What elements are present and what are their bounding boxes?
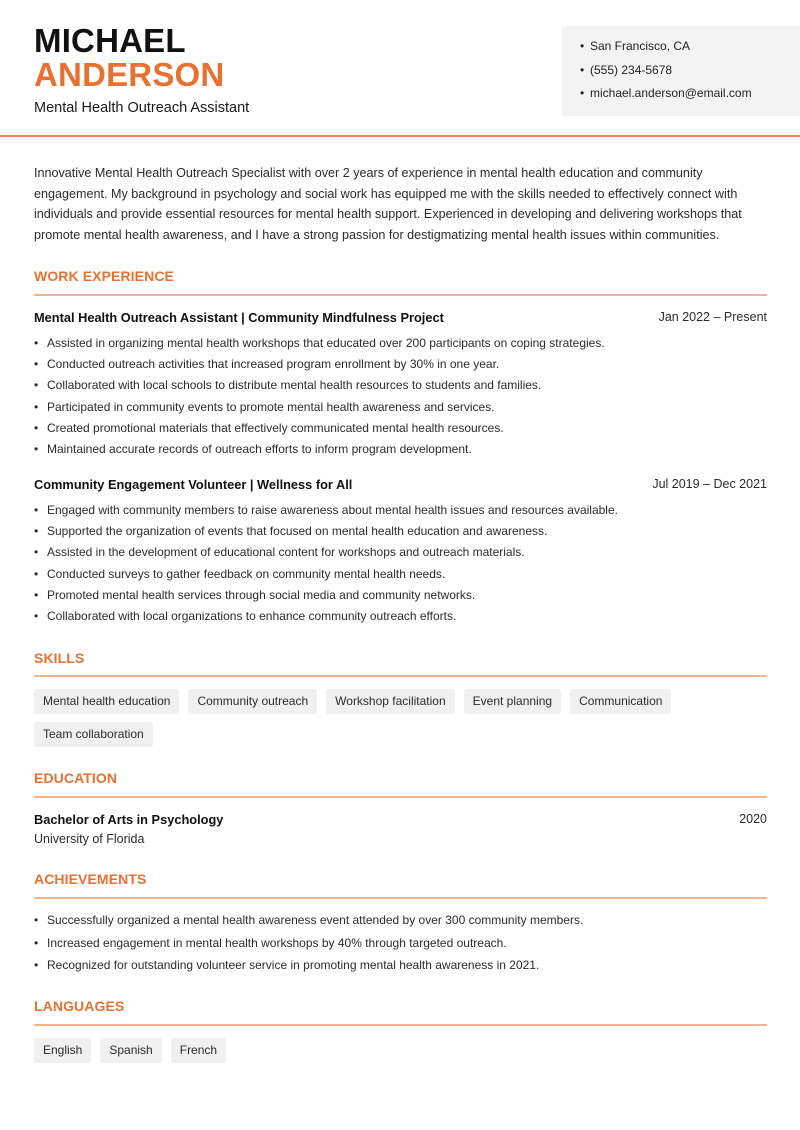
skill-chip: Community outreach [188,689,317,714]
achievements-bullets [34,913,767,981]
language-chip: Spanish [100,1038,161,1063]
list-item: • Successfully organized a mental health awareness event attended by over 300 community members. [34,913,767,936]
list-item: • Supported the organization of events that focused on mental health education and awareness. [34,524,767,545]
section-divider [34,796,767,798]
education-heading: EDUCATION [34,770,118,786]
education-degree: Bachelor of Arts in Psychology [34,812,224,827]
languages-chips [34,1038,767,1063]
section-divider [34,294,767,296]
resume-header [0,0,800,137]
section-divider [34,675,767,677]
last-name: ANDERSON [34,56,225,93]
job-2-bullets [34,503,767,630]
job-title: Mental Health Outreach Assistant [34,100,250,116]
list-item: • Collaborated with local schools to distribute mental health resources to students and families. [34,378,767,399]
contact-phone: • (555) 234-5678 [580,62,800,86]
contact-email: • michael.anderson@email.com [580,85,800,109]
language-chip: French [171,1038,226,1063]
list-item: • Promoted mental health services through social media and community networks. [34,588,767,609]
job-1-role: Mental Health Outreach Assistant | Community Mindfulness Project [34,310,444,325]
list-item: • Assisted in the development of educational content for workshops and outreach materials. [34,545,767,566]
contact-box [562,26,800,116]
skill-chip: Event planning [464,689,561,714]
skill-chip: Team collaboration [34,722,153,747]
list-item: • Conducted outreach activities that increased program enrollment by 30% in one year. [34,357,767,378]
languages-heading: LANGUAGES [34,998,125,1014]
contact-location: • San Francisco, CA [580,38,800,62]
first-name: MICHAEL [34,22,186,59]
list-item: • Recognized for outstanding volunteer service in promoting mental health awareness in 2021. [34,958,767,981]
skill-chip: Mental health education [34,689,179,714]
list-item: • Created promotional materials that effectively communicated mental health resources. [34,421,767,442]
list-item: • Engaged with community members to raise awareness about mental health issues and resources available. [34,503,767,524]
list-item: • Increased engagement in mental health workshops by 40% through targeted outreach. [34,936,767,959]
achievements-heading: ACHIEVEMENTS [34,871,147,887]
job-1-dates: Jan 2022 – Present [658,310,767,324]
list-item: • Assisted in organizing mental health workshops that educated over 200 participants on coping strategies. [34,336,767,357]
skills-chips [34,689,767,747]
list-item: • Maintained accurate records of outreach efforts to inform program development. [34,442,767,463]
section-divider [34,1024,767,1026]
summary-paragraph: Innovative Mental Health Outreach Specialist with over 2 years of experience in mental health education and community engagement. My background in psychology and social work has equipped me with the skills needed to effectively connect with individuals and provide essential resources for mental health support. Experienced in developing and delivering workshops that promote mental health awareness, and I have a strong passion for destigmatizing mental health issues within communities. [34,166,742,243]
skills-heading: SKILLS [34,650,85,666]
job-2-header [34,477,767,492]
education-year: 2020 [739,812,767,826]
job-1-bullets [34,336,767,463]
job-2-dates: Jul 2019 – Dec 2021 [652,477,767,491]
work-experience-heading: WORK EXPERIENCE [34,268,174,284]
job-2-role: Community Engagement Volunteer | Wellness for All [34,477,353,492]
job-1-header [34,310,767,325]
language-chip: English [34,1038,91,1063]
skill-chip: Workshop facilitation [326,689,455,714]
education-school: University of Florida [34,832,145,846]
list-item: • Participated in community events to promote mental health awareness and services. [34,400,767,421]
list-item: • Collaborated with local organizations to enhance community outreach efforts. [34,609,767,630]
section-divider [34,897,767,899]
list-item: • Conducted surveys to gather feedback on community mental health needs. [34,567,767,588]
skill-chip: Communication [570,689,671,714]
